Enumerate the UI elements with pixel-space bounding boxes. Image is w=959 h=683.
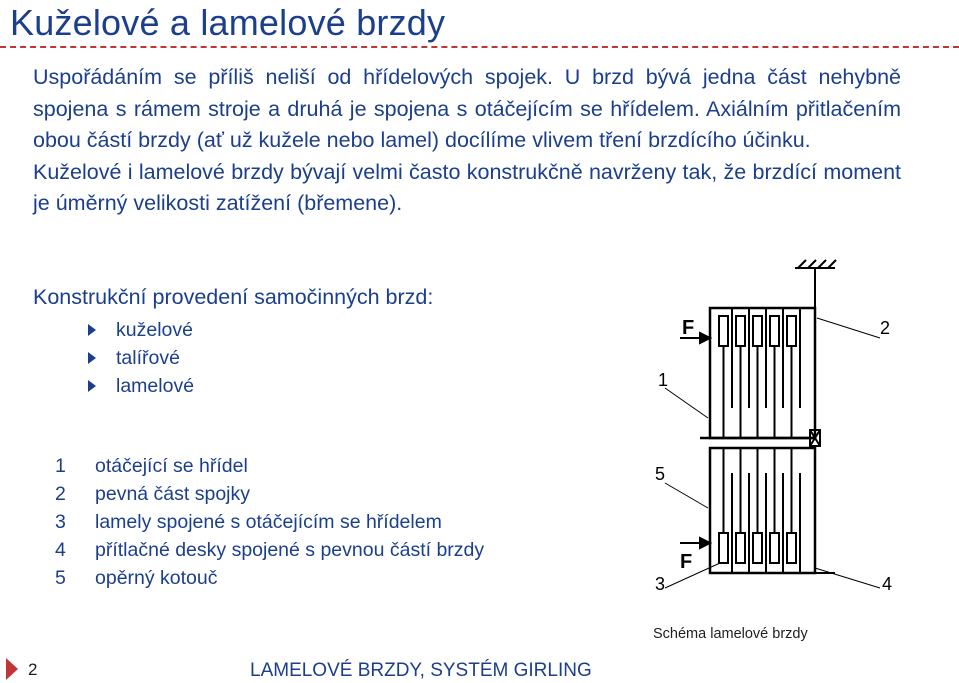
leader-3	[665, 563, 720, 588]
diagram-label-1: 1	[658, 370, 669, 390]
list-item	[84, 344, 194, 372]
diagram-legend	[55, 452, 484, 592]
list-item	[84, 316, 194, 344]
legend-number: 3	[55, 511, 66, 533]
force-label-bottom: F	[680, 551, 693, 573]
legend-text: opěrný kotouč	[95, 567, 218, 589]
ground-hatch-top	[798, 260, 836, 268]
page-number: 2	[28, 660, 38, 679]
leader-1	[665, 388, 708, 418]
multi-disc-brake-diagram	[640, 258, 900, 618]
legend-item	[55, 536, 484, 564]
diagram-label-2: 2	[880, 318, 891, 338]
legend-number: 5	[55, 567, 66, 589]
upper-lamellae	[719, 308, 800, 438]
legend-item	[55, 480, 484, 508]
legend-item	[55, 564, 484, 592]
list-item-label: lamelové	[116, 375, 195, 397]
diagram-label-3: 3	[655, 574, 666, 594]
slide-title: Kuželové a lamelové brzdy	[10, 2, 446, 43]
force-arrowhead-top	[700, 333, 710, 343]
intro-paragraph-1: Uspořádáním se příliš neliší od hřídelových spojek. U brzd bývá jedna část nehybně spojena s rámem stroje a druhá je spojena s otáčejícím se hřídelem. Axiálním přitlačením obou částí brzdy (ať už kužele nebo lamel) docílíme vlivem tření brzdícího účinku.	[33, 65, 901, 152]
legend-item	[55, 508, 484, 536]
bullet-arrow-icon	[88, 380, 96, 392]
diagram-label-5: 5	[655, 464, 666, 484]
force-label-top: F	[682, 317, 695, 339]
diagram-label-4: 4	[882, 574, 893, 594]
bullet-arrow-icon	[88, 324, 96, 336]
force-arrowhead-bottom	[700, 538, 710, 548]
legend-number: 1	[55, 455, 66, 477]
legend-text: otáčející se hřídel	[95, 455, 248, 477]
intro-text	[33, 62, 901, 220]
list-item-label: kuželové	[116, 319, 193, 341]
legend-text: lamely spojené s otáčejícím se hřídelem	[95, 511, 442, 533]
list-item	[84, 372, 194, 400]
legend-item	[55, 452, 484, 480]
list-item-label: talířové	[116, 347, 180, 369]
leader-5	[665, 483, 708, 508]
types-heading: Konstrukční provedení samočinných brzd:	[33, 285, 434, 309]
legend-number: 2	[55, 483, 66, 505]
title-divider	[0, 46, 959, 48]
legend-text: přítlačné desky spojené s pevnou částí brzdy	[95, 539, 485, 561]
leader-4	[815, 568, 880, 588]
footer-title: LAMELOVÉ BRZDY, SYSTÉM GIRLING	[250, 660, 592, 681]
bullet-arrow-icon	[88, 352, 96, 364]
leader-2	[817, 318, 880, 338]
lower-lamellae	[719, 448, 800, 573]
diagram-caption: Schéma lamelové brzdy	[653, 626, 808, 642]
footer-arrow-icon	[6, 658, 18, 680]
intro-paragraph-2: Kuželové i lamelové brzdy bývají velmi často konstrukčně navrženy tak, že brzdící moment je úměrný velikosti zatížení (břemene).	[33, 159, 901, 215]
legend-text: pevná část spojky	[95, 483, 251, 505]
legend-number: 4	[55, 539, 66, 561]
brake-types-list	[84, 316, 194, 400]
